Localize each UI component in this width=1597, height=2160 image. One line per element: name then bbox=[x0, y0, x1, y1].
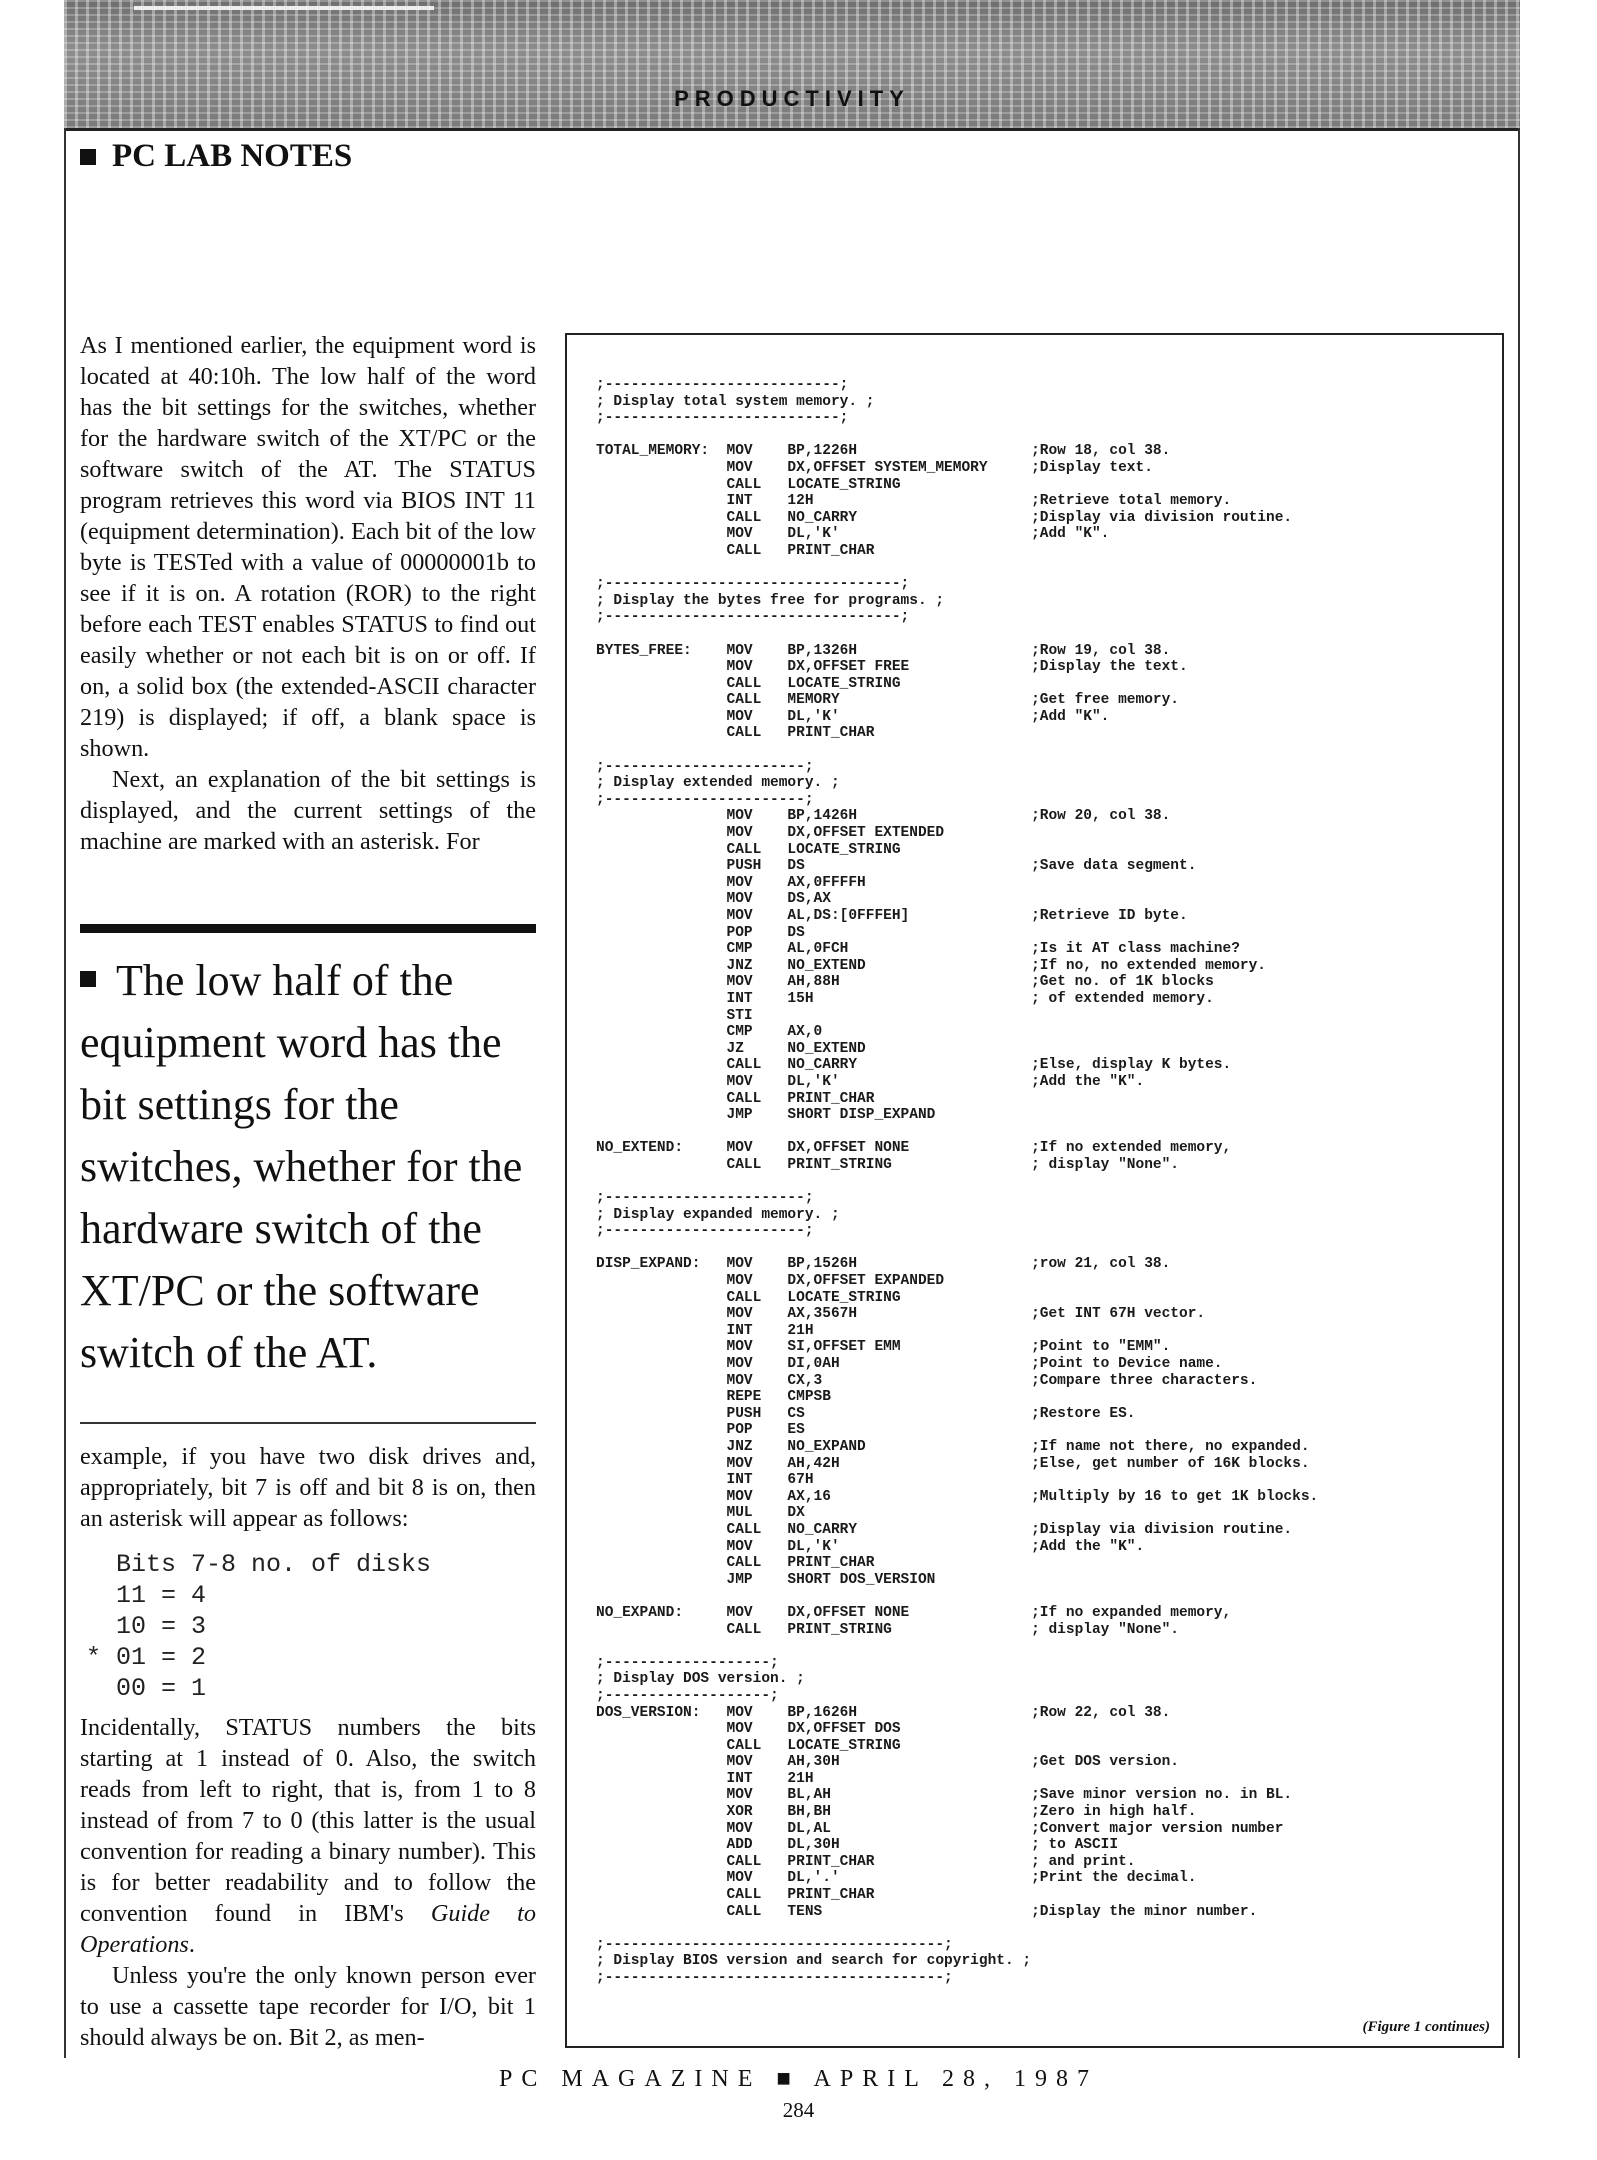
code-line: JMP SHORT DISP_EXPAND bbox=[596, 1107, 936, 1124]
code-line bbox=[596, 1638, 1318, 1655]
article-paragraph-5: Unless you're the only known person ever to use a cassette tape recorder for I/O, bit 1 should always be on. Bit 2, as men- bbox=[80, 1962, 536, 2051]
code-line: MOV AH,42H ;Else, get number of 16K blocks. bbox=[596, 1455, 1310, 1472]
bits-table-header: Bits 7-8 no. of disks bbox=[116, 1550, 432, 1579]
section-heading bbox=[80, 138, 352, 175]
code-line: XOR BH,BH ;Zero in high half. bbox=[596, 1804, 1197, 1821]
code-line: MOV DI,0AH ;Point to Device name. bbox=[596, 1356, 1223, 1373]
bits-table-value: 00 = 1 bbox=[116, 1674, 207, 1703]
pull-quote-text: The low half of the equipment word has the bit settings for the switches, whether for the hardware switch of the XT/PC or the software switch of the AT. bbox=[80, 956, 523, 1377]
code-line: INT 21H bbox=[596, 1322, 814, 1339]
code-line: MOV DX,OFFSET FREE ;Display the text. bbox=[596, 659, 1188, 676]
code-line: MOV AX,3567H ;Get INT 67H vector. bbox=[596, 1306, 1206, 1323]
code-line: JZ NO_EXTEND bbox=[596, 1040, 866, 1057]
code-line: ;-------------------; bbox=[596, 1654, 779, 1671]
article-paragraph-2: Next, an explanation of the bit settings is displayed, and the current settings of the machine are marked with an asterisk. For bbox=[80, 766, 536, 855]
pull-quote-bullet-icon bbox=[80, 971, 96, 987]
code-line: ; Display BIOS version and search for copyright. ; bbox=[596, 1953, 1032, 1970]
code-line: MOV AH,30H ;Get DOS version. bbox=[596, 1754, 1179, 1771]
code-line: JNZ NO_EXPAND ;If name not there, no expanded. bbox=[596, 1439, 1310, 1455]
code-line: CALL LOCATE_STRING bbox=[596, 1289, 901, 1306]
article-paragraph-4 bbox=[80, 1712, 536, 1960]
code-line: CALL PRINT_STRING ; display "None". bbox=[596, 1621, 1179, 1638]
code-line: MOV DL,'.' ;Print the decimal. bbox=[596, 1870, 1197, 1887]
bits-table-row bbox=[116, 1611, 431, 1642]
code-line bbox=[596, 427, 1318, 444]
asterisk-marker: * bbox=[86, 1643, 102, 1672]
code-line bbox=[596, 1920, 1318, 1937]
code-line: ;---------------------------; bbox=[596, 410, 849, 427]
code-line: ; Display DOS version. ; bbox=[596, 1671, 805, 1688]
bits-table-row bbox=[116, 1580, 431, 1611]
code-line: ;-----------------------; bbox=[596, 1223, 814, 1240]
code-line: ADD DL,30H ; to ASCII bbox=[596, 1837, 1119, 1854]
code-line: ;---------------------------------------; bbox=[596, 1936, 953, 1953]
article-column-bottom bbox=[80, 1712, 536, 2053]
code-line: MOV CX,3 ;Compare three characters. bbox=[596, 1372, 1258, 1389]
code-line: CALL PRINT_CHAR ; and print. bbox=[596, 1853, 1136, 1870]
pull-quote-rule-bottom bbox=[80, 1422, 536, 1424]
code-line: CALL PRINT_STRING ; display "None". bbox=[596, 1156, 1179, 1173]
code-line: CALL PRINT_CHAR bbox=[596, 725, 875, 742]
section-title: PC LAB NOTES bbox=[112, 138, 353, 174]
code-line bbox=[596, 742, 1318, 759]
code-line: ;-----------------------; bbox=[596, 758, 814, 775]
code-line: NO_EXPAND: MOV DX,OFFSET NONE ;If no expanded memory, bbox=[596, 1604, 1232, 1621]
code-line: MOV DX,OFFSET EXPANDED bbox=[596, 1273, 945, 1290]
code-line: ;---------------------------------------; bbox=[596, 1970, 953, 1986]
section-banner bbox=[64, 0, 1520, 128]
code-line: INT 67H bbox=[596, 1472, 814, 1489]
code-line bbox=[596, 1124, 1318, 1141]
code-line: MOV DX,OFFSET SYSTEM_MEMORY ;Display text. bbox=[596, 459, 1153, 476]
code-line: ; Display the bytes free for programs. ; bbox=[596, 592, 945, 609]
code-line: MOV DL,AL ;Convert major version number bbox=[596, 1820, 1284, 1837]
bits-table-value: 11 = 4 bbox=[116, 1581, 207, 1610]
footer-page-number: 284 bbox=[782, 2098, 815, 2122]
code-line: STI bbox=[596, 1007, 753, 1024]
code-line: CALL NO_CARRY ;Display via division routine. bbox=[596, 1521, 1293, 1538]
article-column-middle bbox=[80, 1441, 536, 1534]
code-line: ;-----------------------; bbox=[596, 791, 814, 808]
code-line: MOV DS,AX bbox=[596, 891, 831, 908]
article-paragraph-4-end: . bbox=[188, 1931, 195, 1958]
code-line: CALL TENS ;Display the minor number. bbox=[596, 1903, 1258, 1920]
code-line: CALL LOCATE_STRING bbox=[596, 675, 901, 692]
page-frame-left bbox=[64, 128, 66, 2058]
pull-quote-rule-top bbox=[80, 924, 536, 933]
code-line: POP DS bbox=[596, 924, 805, 941]
code-line: MOV AL,DS:[0FFFEH] ;Retrieve ID byte. bbox=[596, 908, 1188, 924]
code-line: BYTES_FREE: MOV BP,1326H ;Row 19, col 38. bbox=[596, 642, 1171, 659]
bits-table-value: 01 = 2 bbox=[116, 1643, 207, 1672]
guide-title: Guide to Operations bbox=[80, 1900, 536, 1958]
code-line: ;----------------------------------; bbox=[596, 609, 910, 626]
code-line: REPE CMPSB bbox=[596, 1389, 831, 1406]
code-line: CALL PRINT_CHAR bbox=[596, 1887, 875, 1904]
code-line: POP ES bbox=[596, 1422, 805, 1439]
code-line: INT 15H ; of extended memory. bbox=[596, 990, 1214, 1007]
code-line: MUL DX bbox=[596, 1505, 805, 1522]
article-paragraph-3: example, if you have two disk drives and, appropriately, bit 7 is off and bit 8 is on, then an asterisk will appear as follows: bbox=[80, 1443, 536, 1532]
code-line bbox=[596, 1588, 1318, 1605]
code-line: DISP_EXPAND: MOV BP,1526H ;row 21, col 38. bbox=[596, 1256, 1171, 1273]
code-line: MOV AX,16 ;Multiply by 16 to get 1K blocks. bbox=[596, 1488, 1319, 1505]
code-line: CALL PRINT_CHAR bbox=[596, 1090, 875, 1107]
page-frame-right bbox=[1518, 128, 1520, 2058]
code-line: CALL LOCATE_STRING bbox=[596, 476, 901, 493]
code-line: ; Display expanded memory. ; bbox=[596, 1206, 840, 1223]
code-line: MOV SI,OFFSET EMM ;Point to "EMM". bbox=[596, 1339, 1171, 1356]
banner-label: PRODUCTIVITY bbox=[674, 86, 910, 111]
code-line: PUSH CS ;Restore ES. bbox=[596, 1405, 1136, 1422]
code-line: MOV BP,1426H ;Row 20, col 38. bbox=[596, 808, 1171, 825]
article-paragraph-4-text: Incidentally, STATUS numbers the bits starting at 1 instead of 0. Also, the switch reads from left to right, that is, from 1 to 8 instead of from 7 to 0 (this latter is the usual convention for reading a binary number). This is for better readability and to follow the convention found in IBM's bbox=[80, 1714, 536, 1927]
code-line: MOV DX,OFFSET DOS bbox=[596, 1721, 901, 1738]
code-line: MOV AX,0FFFFH bbox=[596, 874, 866, 891]
code-line: MOV DL,'K' ;Add "K". bbox=[596, 708, 1110, 725]
bits-table bbox=[86, 1549, 432, 1704]
code-line: DOS_VERSION: MOV BP,1626H ;Row 22, col 38. bbox=[596, 1704, 1171, 1721]
bits-table-value: 10 = 3 bbox=[116, 1612, 207, 1641]
bullet-square-icon bbox=[80, 149, 96, 165]
code-line: CALL LOCATE_STRING bbox=[596, 841, 901, 858]
code-line: CALL PRINT_CHAR bbox=[596, 542, 875, 559]
code-line: MOV DL,'K' ;Add the "K". bbox=[596, 1538, 1145, 1555]
code-line: CALL MEMORY ;Get free memory. bbox=[596, 692, 1179, 709]
code-line: ;---------------------------; bbox=[596, 377, 849, 393]
code-line: MOV DL,'K' ;Add the "K". bbox=[596, 1073, 1145, 1090]
code-line: MOV DL,'K' ;Add "K". bbox=[596, 526, 1110, 543]
code-line bbox=[596, 560, 1318, 577]
code-line: MOV DX,OFFSET EXTENDED bbox=[596, 825, 945, 842]
code-line: JNZ NO_EXTEND ;If no, no extended memory. bbox=[596, 957, 1267, 974]
code-line bbox=[596, 1240, 1318, 1257]
code-line: INT 12H ;Retrieve total memory. bbox=[596, 493, 1232, 510]
article-paragraph-1: As I mentioned earlier, the equipment word is located at 40:10h. The low half of the word has the bit settings for the switches, whether for the hardware switch of the XT/PC or the software switch of the AT. The STATUS program retrieves this word via BIOS INT 11 (equipment determination). Each bit of the low byte is TESTed with a value of 00000001b to see if it is on. A rotation (ROR) to the right before each TEST enables STATUS to find out easily whether or not each bit is on or off. If on, a solid box (the extended-ASCII character 219) is displayed; if off, a blank space is shown. bbox=[80, 332, 536, 762]
bits-table-row bbox=[116, 1673, 431, 1704]
banner-highlight bbox=[134, 6, 434, 10]
code-line bbox=[596, 626, 1318, 643]
code-line: CMP AL,0FCH ;Is it AT class machine? bbox=[596, 941, 1240, 958]
code-line: CMP AX,0 bbox=[596, 1024, 823, 1041]
code-line: PUSH DS ;Save data segment. bbox=[596, 858, 1197, 875]
code-listing-figure bbox=[565, 333, 1504, 2048]
bits-table-row bbox=[86, 1642, 431, 1673]
code-line: TOTAL_MEMORY: MOV BP,1226H ;Row 18, col 38. bbox=[596, 443, 1171, 460]
code-line: ; Display extended memory. ; bbox=[596, 775, 840, 792]
code-line: INT 21H bbox=[596, 1770, 814, 1787]
banner-rule bbox=[64, 128, 1520, 131]
article-column-top bbox=[80, 330, 536, 857]
figure-caption: (Figure 1 continues) bbox=[1362, 2019, 1490, 2035]
code-line: NO_EXTEND: MOV DX,OFFSET NONE ;If no extended memory, bbox=[596, 1140, 1232, 1157]
code-line: JMP SHORT DOS_VERSION bbox=[596, 1571, 936, 1588]
code-line: ;----------------------------------; bbox=[596, 576, 910, 593]
assembly-code bbox=[596, 377, 1318, 1987]
code-line: CALL NO_CARRY ;Else, display K bytes. bbox=[596, 1057, 1232, 1074]
code-line: ;-------------------; bbox=[596, 1687, 779, 1704]
code-line: CALL LOCATE_STRING bbox=[596, 1737, 901, 1754]
code-line bbox=[596, 1174, 1318, 1191]
code-line: ;-----------------------; bbox=[596, 1190, 814, 1207]
code-line: ; Display total system memory. ; bbox=[596, 393, 875, 410]
code-line: MOV BL,AH ;Save minor version no. in BL. bbox=[596, 1787, 1293, 1804]
code-line: MOV AH,88H ;Get no. of 1K blocks bbox=[596, 974, 1214, 991]
pull-quote bbox=[80, 950, 550, 1384]
footer-magazine-title: PC MAGAZINE ■ APRIL 28, 1987 bbox=[499, 2066, 1098, 2092]
code-line: CALL PRINT_CHAR bbox=[596, 1555, 875, 1572]
code-line: CALL NO_CARRY ;Display via division routine. bbox=[596, 509, 1293, 526]
